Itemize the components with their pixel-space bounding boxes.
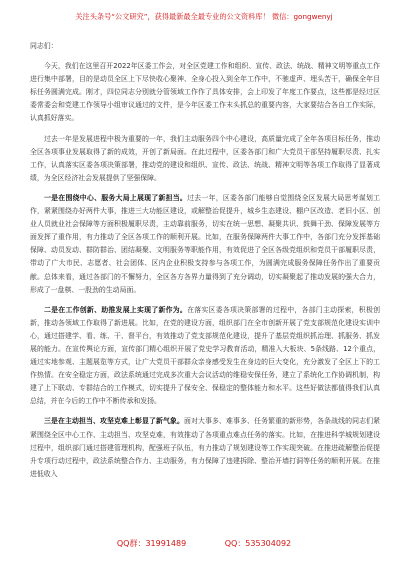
body-paragraph xyxy=(30,133,380,185)
paragraph-heading: 二是在工作创新、助推发展上实现了新作为。 xyxy=(44,305,188,314)
salutation: 同志们： xyxy=(30,42,58,50)
paragraph-text: 面对大事多、难事多、任务繁重的新形势，各条战线的同志们紧紧围绕全区中心工作、主动担当、攻坚克难，有效推动了各项重点难点任务的落实。比如，在推进科学城规划建设过程中，组织部门通过搭建管理机构，配强班子队伍，有力推动了规划建设等工作实现突破。在推进疏解整治促提升专项行动过程中，政法系统整合作力、主动服务，有力保障了违建拆除、整治开墙打洞等任务的顺利开展。在推进低收入 xyxy=(30,417,380,478)
paragraph-heading: 一是在围绕中心、服务大局上展现了新担当。 xyxy=(44,193,188,202)
qq-number: QQ：535304092 xyxy=(224,539,292,548)
contact-footer xyxy=(0,538,408,550)
paragraph-text: 过去一年是发展进程中极为重要的一年，我们主动服务四个中心建设，高质量完成了全年各项目标任务，推动全区各项事业发展取得了新的成效，开创了新局面。在此过程中，区委各部门和广大党员干部坚持履职尽责、扎实工作，认真落实区委各项决策部署，推动党的建设和组织、宣传、政法、统战、精神文明等各项工作取得了显著成绩，为全区经济社会发展提供了坚强保障。 xyxy=(30,134,380,182)
paragraph-text: 今天，我们在这里召开2022年区委工作会，对全区党建工作和组织、宣传、政法、统战、精神文明等重点工作进行集中部署，目的是动员全区上下尽快收心聚神、全身心投入到全年工作中，不驰虚声、埋头苦干，确保全年目标任务圆满完成。刚才，四位同志分别就分管领域工作作了具体安排，会上印发了年度工作要点，这些都是经过区委常委会和党建工作领导小组审议通过的文件，是今年区委工作末头抓总的重要内容，大家要结合各自工作实际，认真抓好落实。 xyxy=(30,62,380,123)
paragraph-text: 过去一年，区委各部门能够自觉围绕全区发展大局思考谋划工作，紧紧围绕办好两件大事，推进三大功能区建设，或解整治促提升，城乡生态建设、棚户区改造、老旧小区、创业人员就业社会保障等方面积极履职尽责，主动靠前服务，切实在统一思想、凝聚共识、鼓舞干劲、保障发展等方面发挥了重作用，有力推动了全区各项工作的顺利开展。比如，在服务保障两件大事工作中，各部门充分发挥基础保障、动员发动、群防群治、团结凝聚、文明服务等职能作用，有效促进了全区各级党组织和党员干部履职尽责，带动了广大市民、志愿者、社会团体、区内企业积极支持参与各项工作，为圆满完成服务保障任务作出了重要贡献。总体来看，通过各部门的不懈努力，全区各方各界力量得到了充分调动，切实凝聚起了推动发展的强大合力，形成了一盘棋、一股劲的生动局面。 xyxy=(30,193,381,294)
qq-group-number: QQ群：31991489 xyxy=(116,539,187,548)
promo-banner: 关注头条号“公文研究”，获得最新最全最专业的公文资料库！ 微信：gongwenyj xyxy=(75,12,333,21)
body-paragraph xyxy=(30,60,380,125)
body-paragraph xyxy=(30,415,380,480)
paragraph-heading: 三是在主动担当、攻坚克难上彰显了新气象。 xyxy=(44,417,185,426)
body-paragraph xyxy=(30,304,380,409)
speech-document xyxy=(30,40,380,488)
body-paragraph xyxy=(30,192,380,297)
paragraph-text: 在落实区委各项决策部署的过程中，各部门主动探索，积极创新，推动各领域工作取得了新进展。比如，在党的建设方面，组织部门在全市创新开展了党支部规范化建设实训中心，通过搭建学、看、练、干、督平台，有效推动了党支部规范化建设，提升了基层党组织抓治理、抓服务、抓发展的能力。在宣传舆论方面，宣传部门精心组织开展了党史学习教育活动，精准入大板块、5条线路、12个重点，通过实地参观、主题展览等方式，让广大党员干部群众亲身感受发生在身边的巨大变化，充分激发了全区上下的工作热情。在安全稳定方面，政法系统通过完成多次重大会议活动的维稳安保任务，建立了系统化工作协调机制，构建了上下联动、专群结合的工作模式，切实提升了保安全、保稳定的整体能力和水平。这些好做法都值得我们认真总结，并在今后的工作中不断传承和发扬。 xyxy=(30,305,381,406)
